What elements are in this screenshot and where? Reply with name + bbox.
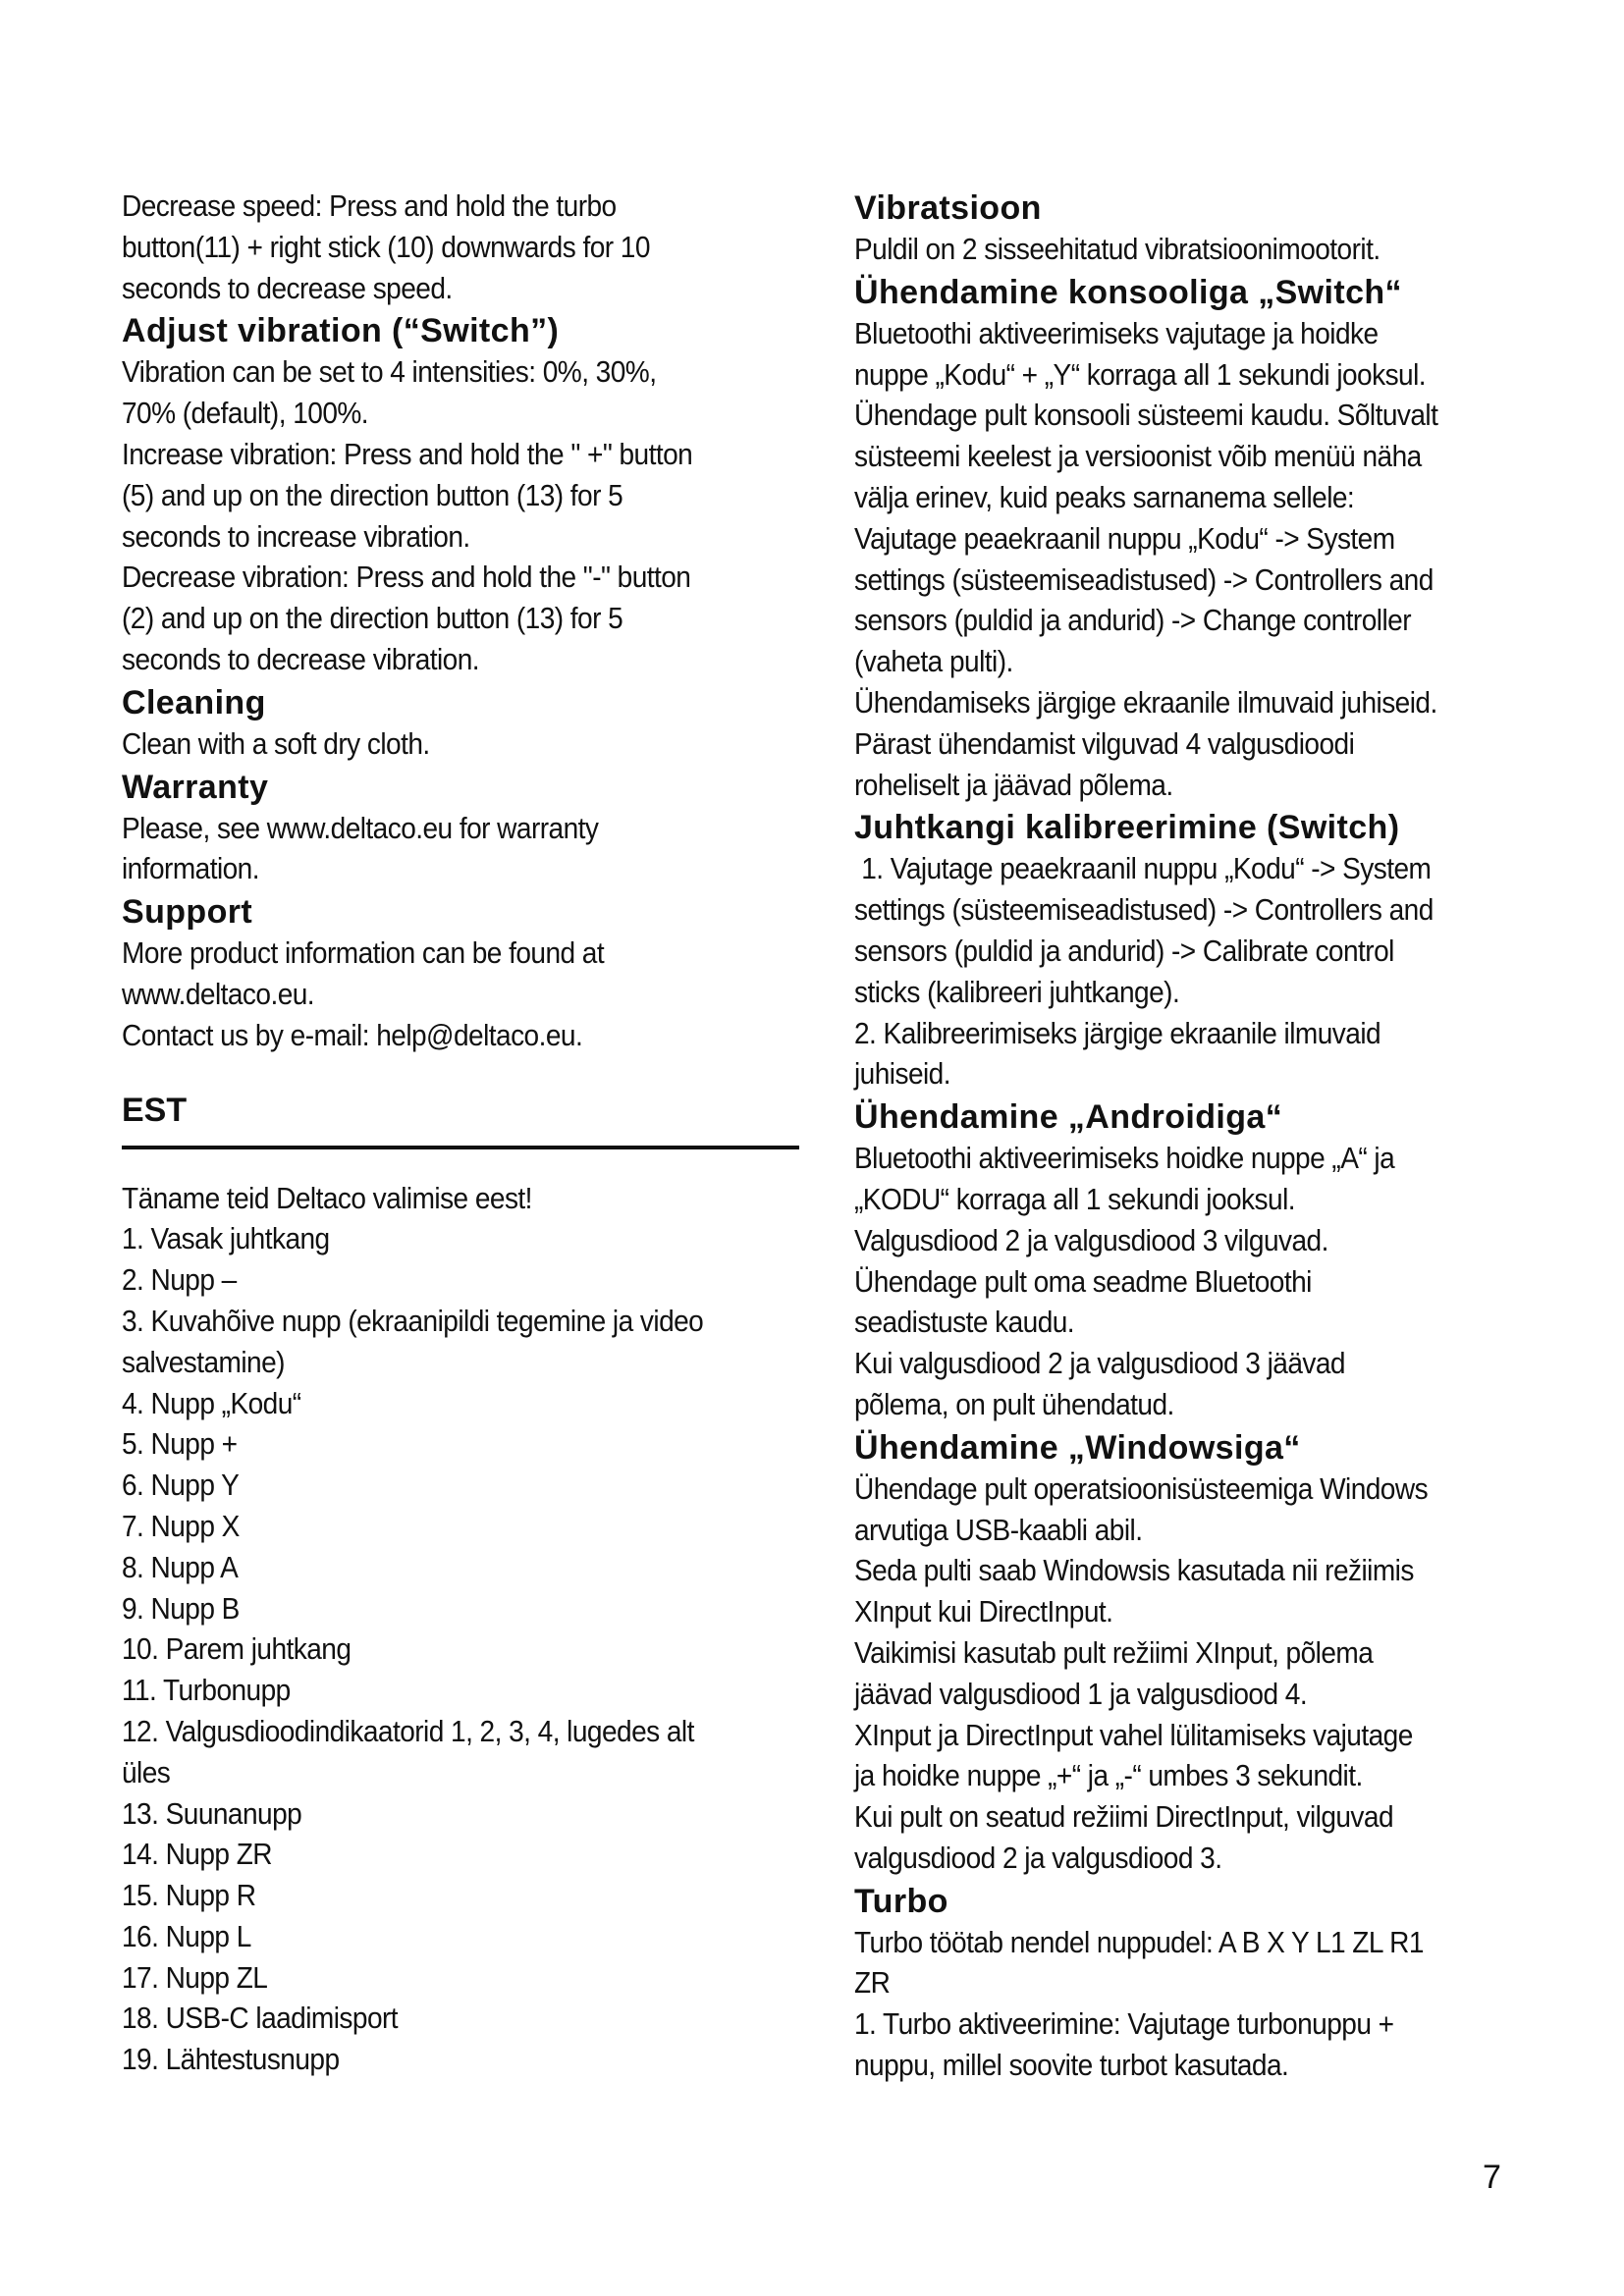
vibratsioon-text: Puldil on 2 sisseehitatud vibratsioonimootorit.	[854, 233, 1380, 266]
support-heading: Support	[122, 893, 253, 932]
list-item: 18. USB-C laadimisport	[122, 2002, 399, 2036]
vibratsioon-heading: Vibratsioon	[854, 189, 1042, 227]
right-column	[854, 187, 1512, 2087]
list-item: 1. Vasak juhtkang	[122, 1222, 330, 1256]
windows-connection-text: Ühendage pult operatsioonisüsteemiga Windows arvutiga USB-kaabli abil. Seda pulti saab Windowsis kasutada nii režiimis XInput kui DirectInput. Vaikimisi kasutab pult režiimi XInput, põlema jäävad valgusdiood 1 ja valgusdiood 4. XInput ja DirectInput vahel lülitamiseks vajutage ja hoidke nuppe „+“ ja „-“ umbes 3 sekundit. Kui pult on seatud režiimi DirectInput, vilguvad valgusdiood 2 ja valgusdiood 3.	[854, 1471, 1429, 1875]
list-item: 7. Nupp X	[122, 1509, 240, 1543]
est-section-heading: EST	[122, 1089, 799, 1149]
warranty-heading: Warranty	[122, 768, 269, 806]
calibration-text: 1. Vajutage peaekraanil nuppu „Kodu“ -> System settings (süsteemiseadistused) -> Controllers and sensors (puldid ja andurid) -> Calibrate control sticks (kalibreeri juhtkange). 2. Kalibreerimiseks järgige ekraanile ilmuvaid juhiseid.	[854, 852, 1434, 1092]
calibration-heading: Juhtkangi kalibreerimine (Switch)	[854, 809, 1400, 847]
list-item: 11. Turbonupp	[122, 1674, 291, 1708]
list-item: 17. Nupp ZL	[122, 1960, 268, 1995]
list-item: 12. Valgusdioodindikaatorid 1, 2, 3, 4, lugedes alt	[122, 1714, 694, 1748]
left-column	[122, 187, 799, 2081]
list-item: 19. Lähtestusnupp	[122, 2043, 340, 2077]
decrease-speed-text: Decrease speed: Press and hold the turbo button(11) + right stick (10) downwards for 10 seconds to decrease speed.	[122, 189, 650, 305]
list-item: 4. Nupp „Kodu“	[122, 1386, 301, 1420]
cleaning-text: Clean with a soft dry cloth.	[122, 726, 430, 761]
warranty-text: Please, see www.deltaco.eu for warranty information.	[122, 811, 599, 886]
list-item: salvestamine)	[122, 1345, 285, 1379]
switch-connection-text: Bluetoothi aktiveerimiseks vajutage ja hoidke nuppe „Kodu“ + „Y“ korraga all 1 sekundi jooksul. Ühendage pult konsooli süsteemi kaudu. Sõltuvalt süsteemi keelest ja versioonist võib menüü näha välja erinev, kuid peaks sarnanema sellele: Vajutage peaekraanil nuppu „Kodu“ -> System settings (süsteemiseadistused) -> Controllers and sensors (puldid ja andurid) -> Change controller (vaheta pulti). Ühendamiseks järgige ekraanile ilmuvaid juhiseid. Pärast ühendamist vilguvad 4 valgusdioodi roheliselt ja jäävad põlema.	[854, 316, 1438, 802]
list-item: 10. Parem juhtkang	[122, 1632, 352, 1667]
list-item: 3. Kuvahõive nupp (ekraanipildi tegemine ja video	[122, 1304, 704, 1338]
android-connection-text: Bluetoothi aktiveerimiseks hoidke nuppe „A“ ja „KODU“ korraga all 1 sekundi jooksul. Valgusdiood 2 ja valgusdiood 3 vilguvad. Ühendage pult oma seadme Bluetoothi seadistuste kaudu. Kui valgusdiood 2 ja valgusdiood 3 jäävad põlema, on pult ühendatud.	[854, 1142, 1395, 1421]
support-text: More product information can be found at www.deltaco.eu. Contact us by e-mail: help@deltaco.eu.	[122, 936, 605, 1052]
list-item: 2. Nupp –	[122, 1263, 237, 1298]
list-item: üles	[122, 1755, 171, 1789]
windows-connection-heading: Ühendamine „Windowsiga“	[854, 1428, 1301, 1467]
android-connection-heading: Ühendamine „Androidiga“	[854, 1098, 1283, 1137]
switch-connection-heading: Ühendamine konsooliga „Switch“	[854, 273, 1402, 311]
list-item: 5. Nupp +	[122, 1427, 238, 1462]
list-item: 14. Nupp ZR	[122, 1838, 273, 1872]
adjust-vibration-text: Vibration can be set to 4 intensities: 0%, 30%, 70% (default), 100%. Increase vibration: Press and hold the " +" button (5) and up on the direction button (13) for 5 seconds to increase vibration. Decrease vibration: Press and hold the "-" button (2) and up on the direction button (13) for 5 seconds to decrease vibration.	[122, 355, 693, 676]
cleaning-heading: Cleaning	[122, 683, 266, 721]
page-number: 7	[1483, 2159, 1501, 2196]
thanks-text: Täname teid Deltaco valimise eest!	[122, 1181, 532, 1215]
list-item: 16. Nupp L	[122, 1919, 251, 1953]
list-item: 8. Nupp A	[122, 1550, 239, 1584]
adjust-vibration-heading: Adjust vibration (“Switch”)	[122, 312, 560, 350]
list-item: 6. Nupp Y	[122, 1468, 240, 1503]
turbo-heading: Turbo	[854, 1882, 948, 1920]
turbo-text: Turbo töötab nendel nuppudel: A B X Y L1 ZL R1 ZR 1. Turbo aktiveerimine: Vajutage turbonuppu + nuppu, millel soovite turbot kasutada.	[854, 1925, 1424, 2083]
list-item: 9. Nupp B	[122, 1591, 240, 1626]
parts-list	[122, 1219, 799, 2081]
list-item: 15. Nupp R	[122, 1879, 256, 1913]
list-item: 13. Suunanupp	[122, 1796, 302, 1831]
